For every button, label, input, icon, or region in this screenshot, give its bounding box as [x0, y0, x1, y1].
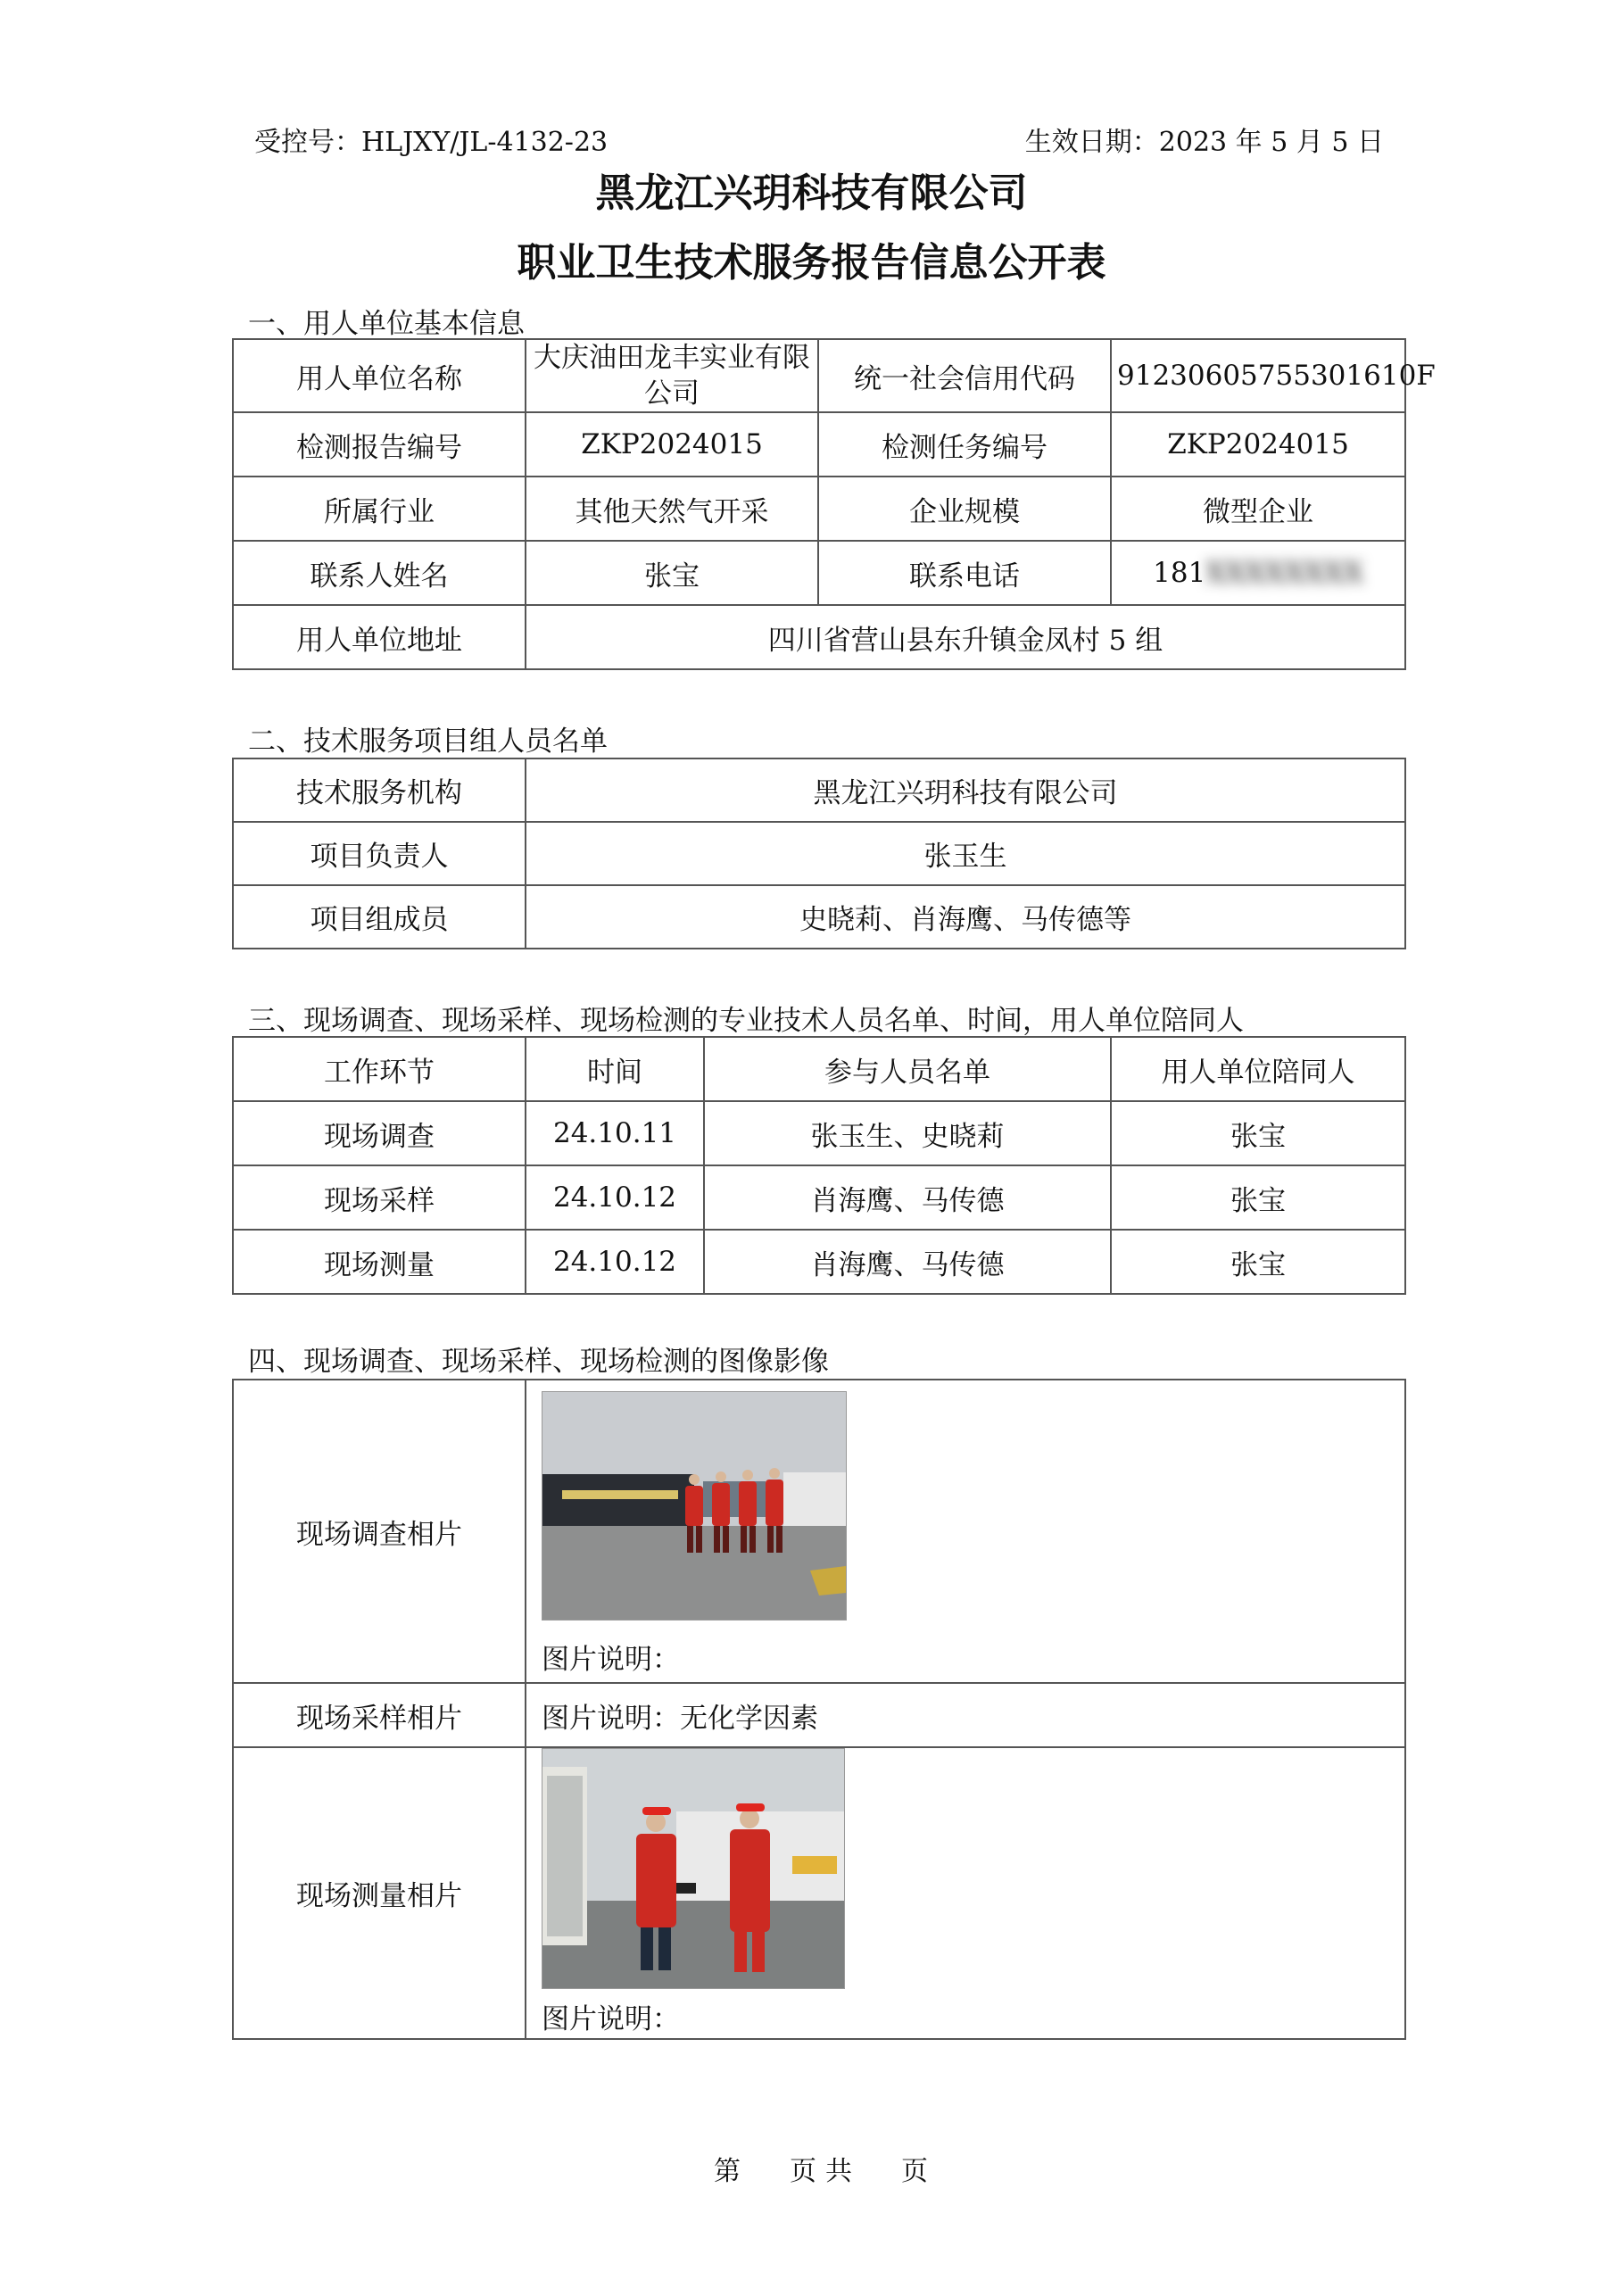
- value-cell: 其他天然气开采: [526, 477, 818, 541]
- site-photos-table: [232, 1379, 1406, 2040]
- company-title: 黑龙江兴玥科技有限公司: [595, 170, 1028, 216]
- label-cell: 用人单位地址: [233, 605, 526, 669]
- label-cell: 现场测量相片: [233, 1747, 526, 2039]
- escort-cell: 张宝: [1111, 1230, 1405, 1294]
- value-cell: 黑龙江兴玥科技有限公司: [526, 758, 1405, 822]
- table-row: [233, 1683, 1405, 1747]
- value-cell: 张玉生: [526, 822, 1405, 885]
- photo-cell: [526, 1747, 1405, 2039]
- personnel-cell: 肖海鹰、马传德: [704, 1165, 1111, 1230]
- value-cell: ZKP2024015: [1111, 412, 1405, 477]
- project-team-table: [232, 758, 1406, 949]
- section3-heading: 三、现场调查、现场采样、现场检测的专业技术人员名单、时间，用人单位陪同人: [248, 1005, 1244, 1037]
- section4-heading: 四、现场调查、现场采样、现场检测的图像影像: [248, 1346, 829, 1378]
- phone-redacted: XXXXXXXX: [1205, 557, 1363, 589]
- personnel-cell: 张玉生、史晓莉: [704, 1101, 1111, 1165]
- photo-caption: 图片说明：: [542, 1644, 680, 1676]
- document-title: 职业卫生技术服务报告信息公开表: [517, 240, 1106, 286]
- page-number-label: 第: [714, 2156, 741, 2187]
- photo-caption: 图片说明：无化学因素: [526, 1683, 1405, 1747]
- personnel-cell: 肖海鹰、马传德: [704, 1230, 1111, 1294]
- value-cell: ZKP2024015: [526, 412, 818, 477]
- label-cell: 统一社会信用代码: [818, 339, 1111, 412]
- table-row: [233, 758, 1405, 822]
- value-cell: 张宝: [526, 541, 818, 605]
- escort-cell: 张宝: [1111, 1101, 1405, 1165]
- table-header-row: [233, 1037, 1405, 1101]
- table-row: [233, 1380, 1405, 1683]
- phone-visible-prefix: 181: [1153, 557, 1206, 589]
- date-cell: 24.10.11: [526, 1101, 704, 1165]
- value-cell: 史晓莉、肖海鹰、马传德等: [526, 885, 1405, 949]
- page-total-unit: 页: [901, 2156, 928, 2187]
- label-cell: 联系电话: [818, 541, 1111, 605]
- field-work-table: [232, 1036, 1406, 1295]
- column-header: 用人单位陪同人: [1111, 1037, 1405, 1101]
- date-cell: 24.10.12: [526, 1165, 704, 1230]
- table-row: [233, 477, 1405, 541]
- label-cell: 现场采样相片: [233, 1683, 526, 1747]
- table-row: [233, 1230, 1405, 1294]
- employer-info-table: [232, 338, 1436, 670]
- label-cell: 项目组成员: [233, 885, 526, 949]
- label-cell: 技术服务机构: [233, 758, 526, 822]
- section1-heading: 一、用人单位基本信息: [248, 308, 525, 340]
- label-cell: 项目负责人: [233, 822, 526, 885]
- effective-date: 生效日期：2023 年 5 月 5 日: [1024, 127, 1384, 158]
- section2-heading: 二、技术服务项目组人员名单: [248, 725, 608, 758]
- label-cell: 联系人姓名: [233, 541, 526, 605]
- address-cell: 四川省营山县东升镇金凤村 5 组: [526, 605, 1405, 669]
- escort-cell: 张宝: [1111, 1165, 1405, 1230]
- label-cell: 用人单位名称: [233, 339, 526, 412]
- site-survey-photo: [542, 1391, 847, 1620]
- value-cell: 91230605755301610F: [1111, 339, 1405, 412]
- column-header: 工作环节: [233, 1037, 526, 1101]
- table-row: [233, 412, 1405, 477]
- label-cell: 检测报告编号: [233, 412, 526, 477]
- work-stage-cell: 现场测量: [233, 1230, 526, 1294]
- table-row: [233, 1747, 1405, 2039]
- control-number: 受控号：HLJXY/JL-4132-23: [254, 127, 609, 158]
- site-measurement-photo: [542, 1748, 845, 1989]
- table-row: [233, 1101, 1405, 1165]
- value-cell: 微型企业: [1111, 477, 1405, 541]
- value-cell: 大庆油田龙丰实业有限公司: [526, 339, 818, 412]
- label-cell: 企业规模: [818, 477, 1111, 541]
- label-cell: 现场调查相片: [233, 1380, 526, 1683]
- column-header: 参与人员名单: [704, 1037, 1111, 1101]
- photo-caption: 图片说明：: [542, 2003, 680, 2035]
- table-row: [233, 541, 1405, 605]
- table-row: [233, 605, 1405, 669]
- date-cell: 24.10.12: [526, 1230, 704, 1294]
- table-row: [233, 339, 1405, 412]
- work-stage-cell: 现场调查: [233, 1101, 526, 1165]
- label-cell: 检测任务编号: [818, 412, 1111, 477]
- page-number-unit: 页: [790, 2156, 816, 2187]
- table-row: [233, 1165, 1405, 1230]
- work-stage-cell: 现场采样: [233, 1165, 526, 1230]
- column-header: 时间: [526, 1037, 704, 1101]
- phone-cell: [1111, 541, 1405, 605]
- table-row: [233, 885, 1405, 949]
- photo-cell: [526, 1380, 1405, 1683]
- page-total-label: 共: [825, 2156, 852, 2187]
- table-row: [233, 822, 1405, 885]
- label-cell: 所属行业: [233, 477, 526, 541]
